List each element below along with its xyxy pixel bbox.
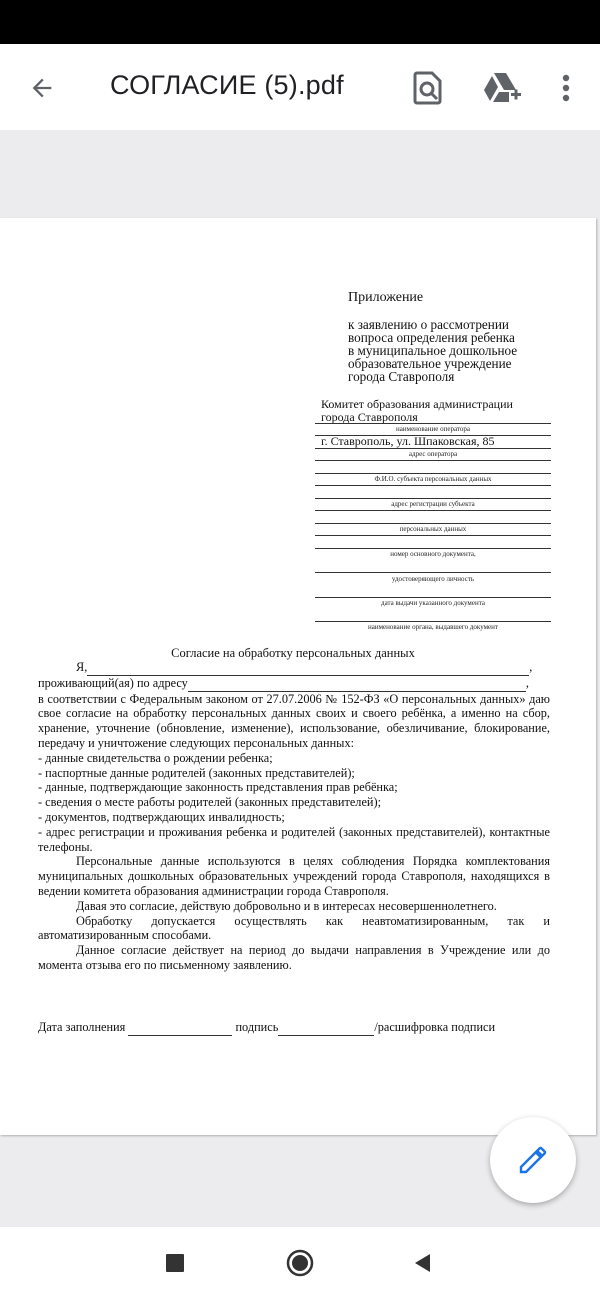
address-blank bbox=[188, 676, 526, 692]
more-options-button[interactable] bbox=[544, 66, 588, 110]
field-line bbox=[315, 510, 551, 511]
field-line bbox=[315, 597, 551, 598]
label-operator: наименование оператора bbox=[396, 425, 470, 433]
find-in-page-button[interactable] bbox=[406, 66, 450, 110]
sign-blank bbox=[278, 1020, 374, 1036]
para-purpose: Персональные данные используются в целях соблюдения Порядка комплектования муниципальных дошкольных образовательных учреждений города Ставрополя, находящихся в ведении комитета образования администрации города Ставрополя. bbox=[38, 854, 550, 898]
field-line bbox=[315, 548, 551, 549]
appendix-line: к заявлению о рассмотрении bbox=[348, 317, 509, 332]
name-blank bbox=[87, 660, 529, 676]
sig-decode-label: /расшифровка подписи bbox=[374, 1020, 496, 1034]
nav-recents-button[interactable] bbox=[161, 1249, 189, 1277]
label-subject-fio: Ф.И.О. субъекта персональных данных bbox=[374, 475, 492, 483]
field-line bbox=[315, 621, 551, 622]
label-operator-address: адрес оператора bbox=[408, 450, 458, 458]
field-line bbox=[315, 498, 551, 499]
signature-line bbox=[38, 1020, 558, 1036]
list-item: - данные свидетельства о рождении ребенка; bbox=[38, 750, 273, 765]
appendix-title: Приложение bbox=[348, 290, 424, 305]
back-arrow-icon bbox=[28, 74, 56, 102]
operator-name bbox=[321, 398, 550, 423]
field-line bbox=[315, 485, 551, 486]
label-identity: удостоверяющего личность bbox=[391, 575, 475, 583]
label-reg-address: адрес регистрации субъекта bbox=[391, 500, 475, 508]
field-line bbox=[315, 460, 551, 461]
home-circle-icon bbox=[286, 1249, 314, 1277]
appendix-line: вопроса определения ребенка bbox=[348, 330, 515, 345]
nav-back-button[interactable] bbox=[408, 1249, 436, 1277]
list-item: - сведения о месте работы родителей (законных представителей); bbox=[38, 795, 381, 810]
appendix-line: города Ставрополя bbox=[348, 369, 455, 384]
label-personal-data: персональных данных bbox=[399, 525, 467, 533]
sig-sign-label: подпись bbox=[235, 1020, 279, 1034]
drive-add-icon bbox=[483, 71, 521, 105]
field-line bbox=[315, 535, 551, 536]
nav-home-button[interactable] bbox=[286, 1249, 314, 1277]
app-bar bbox=[0, 44, 600, 130]
add-to-drive-button[interactable] bbox=[480, 66, 524, 110]
square-icon bbox=[165, 1253, 185, 1273]
back-button[interactable] bbox=[22, 68, 62, 108]
list-item: - адрес регистрации и проживания ребенка и родителей (законных представителей), контактные телефоны. bbox=[38, 824, 550, 854]
pencil-icon bbox=[517, 1144, 549, 1176]
operator-name-line-1: Комитет образования администрации bbox=[321, 397, 513, 411]
triangle-back-icon bbox=[412, 1252, 432, 1274]
field-line bbox=[315, 572, 551, 573]
status-bar bbox=[0, 0, 600, 44]
date-blank bbox=[128, 1020, 232, 1036]
label-doc-number: номер основного документа, bbox=[390, 550, 476, 558]
more-vert-icon bbox=[562, 74, 570, 102]
appendix-text bbox=[348, 318, 550, 383]
edit-fab[interactable] bbox=[490, 1117, 576, 1203]
list-item: - паспортные данные родителей (законных представителей); bbox=[38, 765, 355, 780]
field-line bbox=[315, 523, 551, 524]
name-line: Я, , bbox=[76, 660, 533, 674]
consent-title: Согласие на обработку персональных данных bbox=[171, 646, 415, 660]
system-nav-bar bbox=[0, 1227, 600, 1299]
label-issue-date: дата выдачи указанного документа bbox=[381, 599, 485, 607]
sig-date-label: Дата заполнения bbox=[38, 1020, 126, 1034]
field-line bbox=[315, 448, 551, 449]
field-line bbox=[315, 473, 551, 474]
para-voluntary: Давая это согласие, действую добровольно и в интересах несовершеннолетнего. bbox=[76, 898, 497, 913]
pdf-viewer[interactable] bbox=[0, 130, 600, 1227]
field-line bbox=[315, 423, 551, 424]
consent-body bbox=[38, 660, 550, 973]
operator-name-line-2: города Ставрополя bbox=[321, 409, 418, 424]
find-in-page-icon bbox=[413, 71, 443, 105]
para-law: в соответствии с Федеральным законом от 27.07.2006 № 152-ФЗ «О персональных данных» даю свое согласие на обработку персональных данных своих и своего ребёнка, а именно на сбор, хранение, уточнение (обновление, изменение), использование, обезличивание, блокирование, передачу и уничтожение следующих персональных данных: bbox=[38, 691, 550, 750]
document-title: СОГЛАСИЕ (5).pdf bbox=[110, 70, 344, 100]
para-processing: Обработку допускается осуществлять как неавтоматизированным, так и автоматизированным способами. bbox=[38, 913, 550, 943]
list-item: - документов, подтверждающих инвалидность; bbox=[38, 809, 285, 824]
appendix-line: в муниципальное дошкольное bbox=[348, 343, 518, 358]
pdf-page bbox=[0, 218, 596, 1135]
address-line: проживающий(ая) по адресу , bbox=[38, 675, 529, 690]
list-item: - данные, подтверждающие законность представления прав ребёнка; bbox=[38, 780, 398, 795]
label-issuer: наименование органа, выдавшего документ bbox=[368, 623, 498, 631]
para-period: Данное согласие действует на период до выдачи направления в Учреждение или до момента отзыва его по письменному заявлению. bbox=[38, 943, 550, 972]
operator-address: г. Ставрополь, ул. Шпаковская, 85 bbox=[321, 434, 495, 448]
appendix-line: образовательное учреждение bbox=[348, 356, 512, 371]
